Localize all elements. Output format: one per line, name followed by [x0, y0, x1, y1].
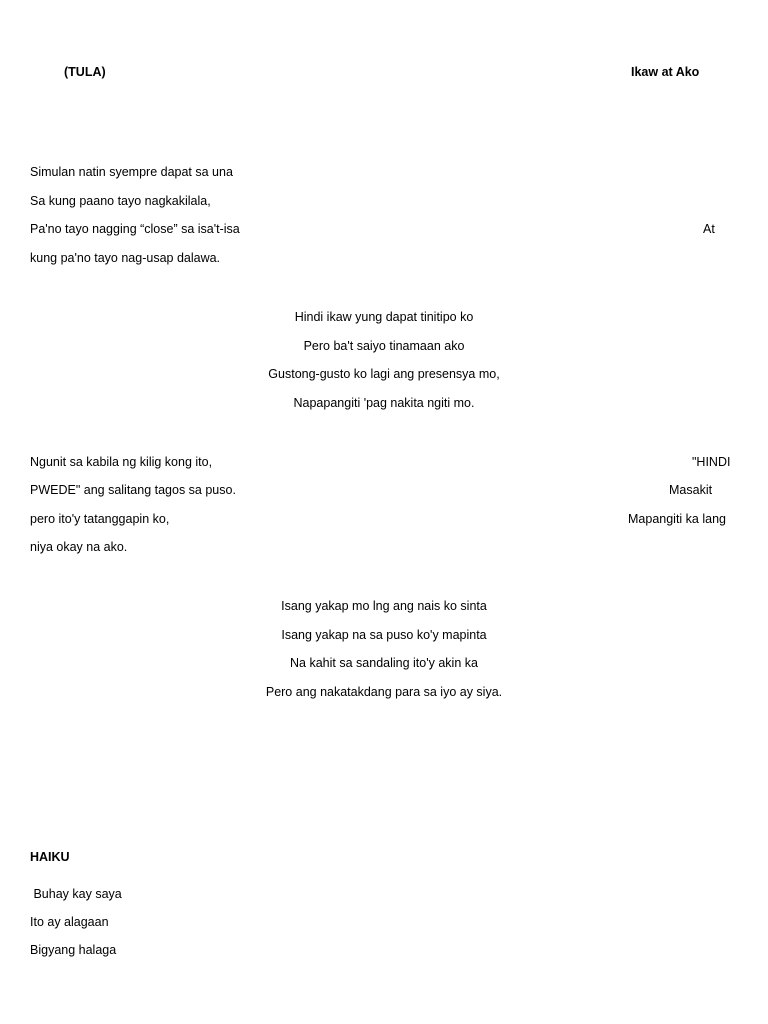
poem-line: Pero ba't saiyo tinamaan ako — [303, 339, 465, 353]
poem-line: Na kahit sa sandaling ito'y akin ka — [290, 656, 478, 670]
poem-line: Isang yakap mo lng ang nais ko sinta — [281, 599, 487, 613]
poem-line: Gustong-gusto ko lagi ang presensya mo, — [268, 367, 500, 381]
poem-line: Simulan natin syempre dapat sa una — [30, 165, 233, 179]
poem-line-fragment: Mapangiti ka lang — [628, 512, 726, 526]
poem-line: niya okay na ako. — [30, 540, 128, 554]
haiku-line: Buhay kay saya — [30, 887, 122, 901]
poem-line: PWEDE" ang salitang tagos sa puso. — [30, 483, 236, 497]
poem-line: kung pa'no tayo nag-usap dalawa. — [30, 251, 221, 265]
haiku-line: Bigyang halaga — [30, 943, 117, 957]
poem-line: Ngunit sa kabila ng kilig kong ito, — [30, 455, 213, 469]
poem-line-fragment: At — [703, 222, 715, 236]
poem-line: pero ito'y tatanggapin ko, — [30, 512, 170, 526]
poem-line: Hindi ikaw yung dapat tinitipo ko — [294, 310, 474, 324]
haiku-heading: HAIKU — [30, 850, 70, 864]
poem-line: Isang yakap na sa puso ko'y mapinta — [281, 628, 487, 642]
poem-line: Napapangiti 'pag nakita ngiti mo. — [293, 396, 475, 410]
genre-label: (TULA) — [64, 65, 106, 79]
poem-line: Sa kung paano tayo nagkakilala, — [30, 194, 211, 208]
poem-line-fragment: Masakit — [669, 483, 713, 497]
poem-line-fragment: "HINDI — [692, 455, 731, 469]
haiku-line: Ito ay alagaan — [30, 915, 109, 929]
poem-title: Ikaw at Ako — [631, 65, 700, 79]
poem-line: Pero ang nakatakdang para sa iyo ay siya. — [265, 685, 503, 699]
poem-line: Pa'no tayo nagging “close” sa isa't-isa — [30, 222, 240, 236]
